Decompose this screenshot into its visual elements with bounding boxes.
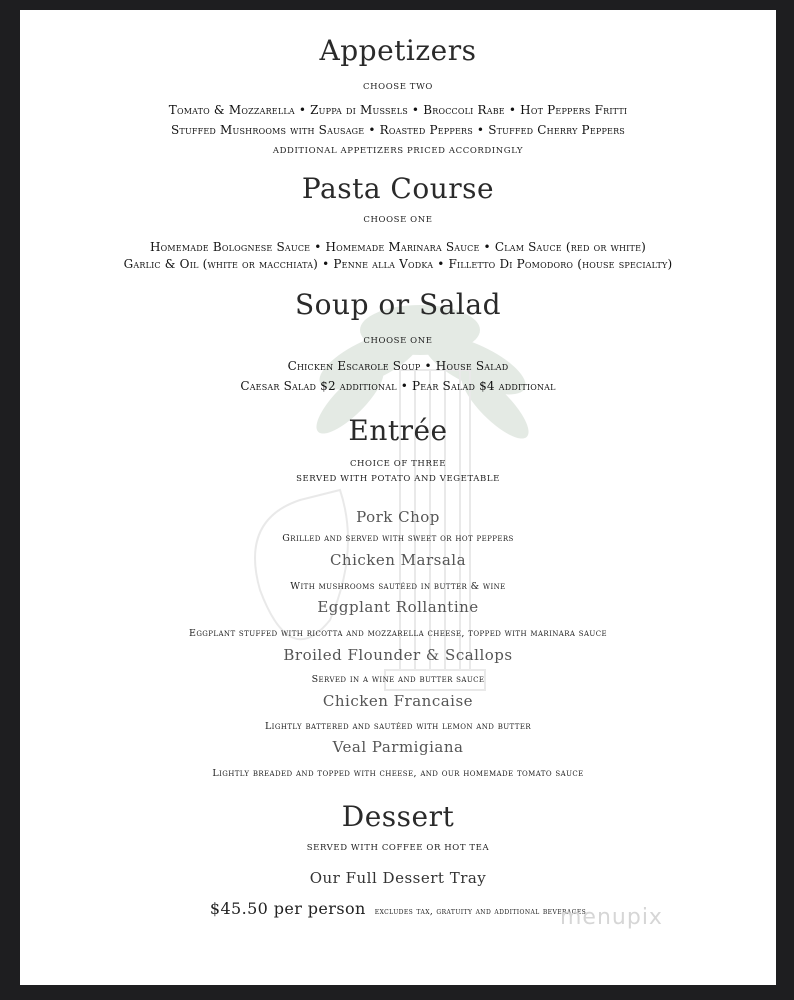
price-note: excludes tax, gratuity and additional beverages <box>374 907 587 917</box>
entree-dish-name: Chicken Marsala <box>329 551 467 569</box>
entree-note-1: CHOICE OF THREE <box>349 459 447 469</box>
dessert-item: Our Full Dessert Tray <box>309 869 487 887</box>
pasta-note: CHOOSE ONE <box>363 215 433 225</box>
entree-dish-desc: Eggplant stuffed with ricotta and mozzarella cheese, topped with marinara sauce <box>188 628 607 639</box>
entree-dish-name: Eggplant Rollantine <box>317 598 479 616</box>
appetizers-note: CHOOSE TWO <box>363 82 433 92</box>
pasta-title: Pasta Course <box>301 172 495 205</box>
appetizers-title: Appetizers <box>319 34 477 67</box>
entree-title: Entrée <box>348 414 448 447</box>
pasta-row-2: Garlic & Oil (white or macchiata) • Penne alla Vodka • Filletto Di Pomodoro (house specialty) <box>123 257 673 271</box>
soup-note: CHOOSE ONE <box>363 336 433 346</box>
soup-row-2: Caesar Salad $2 additional • Pear Salad $4 additional <box>240 379 556 393</box>
menupix-watermark: menupix <box>560 905 663 930</box>
entree-note-2: SERVED WITH POTATO AND VEGETABLE <box>296 474 500 484</box>
appetizers-footnote: ADDITIONAL APPETIZERS PRICED ACCORDINGLY <box>272 146 524 156</box>
pasta-row-1: Homemade Bolognese Sauce • Homemade Marinara Sauce • Clam Sauce (red or white) <box>149 240 647 254</box>
soup-title: Soup or Salad <box>295 288 501 321</box>
entree-dish-name: Broiled Flounder & Scallops <box>283 646 513 664</box>
entree-dish-desc: Lightly breaded and topped with cheese, and our homemade tomato sauce <box>212 768 584 779</box>
entree-dish-desc: With mushrooms sautéed in butter & wine <box>290 581 506 592</box>
entree-dish-desc: Lightly battered and sautéed with lemon and butter <box>264 721 532 732</box>
entree-dish-desc: Served in a wine and butter sauce <box>311 674 485 685</box>
entree-dish-name: Chicken Francaise <box>322 692 474 710</box>
menu-page <box>20 10 776 985</box>
dessert-note: SERVED WITH COFFEE OR HOT TEA <box>306 843 490 853</box>
appetizers-row-2: Stuffed Mushrooms with Sausage • Roasted Peppers • Stuffed Cherry Peppers <box>170 123 625 137</box>
entree-dish-name: Pork Chop <box>356 508 440 526</box>
dessert-title: Dessert <box>341 800 455 833</box>
entree-dish-desc: Grilled and served with sweet or hot peppers <box>282 533 514 544</box>
appetizers-row-1: Tomato & Mozzarella • Zuppa di Mussels • Broccoli Rabe • Hot Peppers Fritti <box>168 103 628 117</box>
entree-dish-name: Veal Parmigiana <box>332 738 464 756</box>
price-per-person: $45.50 per person <box>209 899 366 918</box>
soup-row-1: Chicken Escarole Soup • House Salad <box>287 359 509 373</box>
